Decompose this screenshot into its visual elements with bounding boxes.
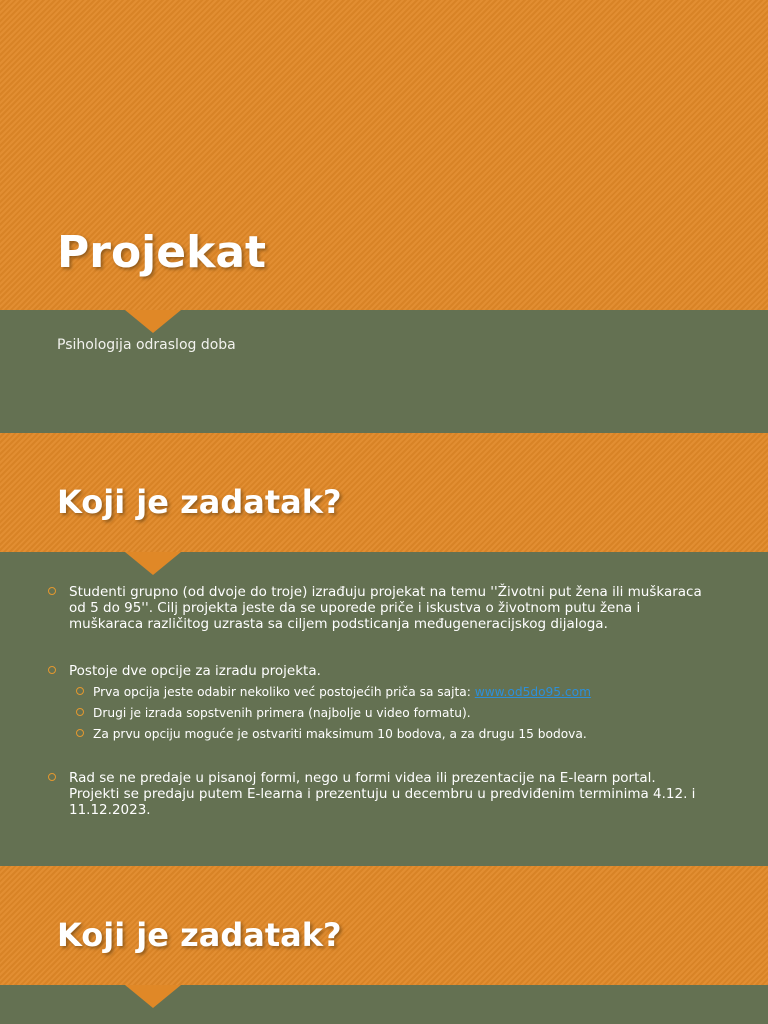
sub-bullet-item: [48, 706, 708, 721]
bullet-item: [48, 584, 708, 632]
bullet-marker-icon: [48, 666, 56, 674]
sub-bullet-item: [48, 685, 708, 700]
sub-bullet-item: [48, 727, 708, 742]
bullet-marker-icon: [76, 708, 84, 716]
website-link[interactable]: www.od5do95.com: [474, 685, 591, 699]
slide1-title: Projekat: [57, 227, 267, 278]
bullet-marker-icon: [76, 729, 84, 737]
slide1-body-band: [0, 310, 768, 433]
bullet-text: Studenti grupno (od dvoje do troje) izrađuju projekat na temu ''Životni put žena ili muškaraca od 5 do 95''. Cilj projekta jeste da se uporede priče i iskustva o životnom putu žena i muškaraca različitog uzrasta sa ciljem podsticanja međugeneracijskog dijaloga.: [69, 584, 702, 632]
bullet-marker-icon: [76, 687, 84, 695]
sub-bullet-text: Za prvu opciju moguće je ostvariti maksimum 10 bodova, a za drugu 15 bodova.: [93, 727, 587, 741]
slide3-body-band: [0, 985, 768, 1024]
bullet-item: [48, 770, 708, 818]
bullet-text: Postoje dve opcije za izradu projekta.: [69, 663, 321, 679]
slide2-title: Koji je zadatak?: [57, 483, 342, 521]
bullet-text: Rad se ne predaje u pisanoj formi, nego u formi videa ili prezentacije na E-learn portal. Projekti se predaju putem E-learna i prezentuju u decembru u predviđenim terminima 4.12. i 11.12.2023.: [69, 770, 696, 818]
bullet-marker-icon: [48, 773, 56, 781]
slide2-bullet-list: [48, 584, 708, 818]
slide3-title: Koji je zadatak?: [57, 916, 342, 954]
slide1-subtitle: Psihologija odraslog doba: [57, 337, 236, 353]
bullet-marker-icon: [48, 587, 56, 595]
sub-bullet-text: Drugi je izrada sopstvenih primera (najbolje u video formatu).: [93, 706, 471, 720]
bullet-item: [48, 663, 708, 679]
sub-bullet-text: Prva opcija jeste odabir nekoliko već postojećih priča sa sajta:: [93, 685, 475, 699]
